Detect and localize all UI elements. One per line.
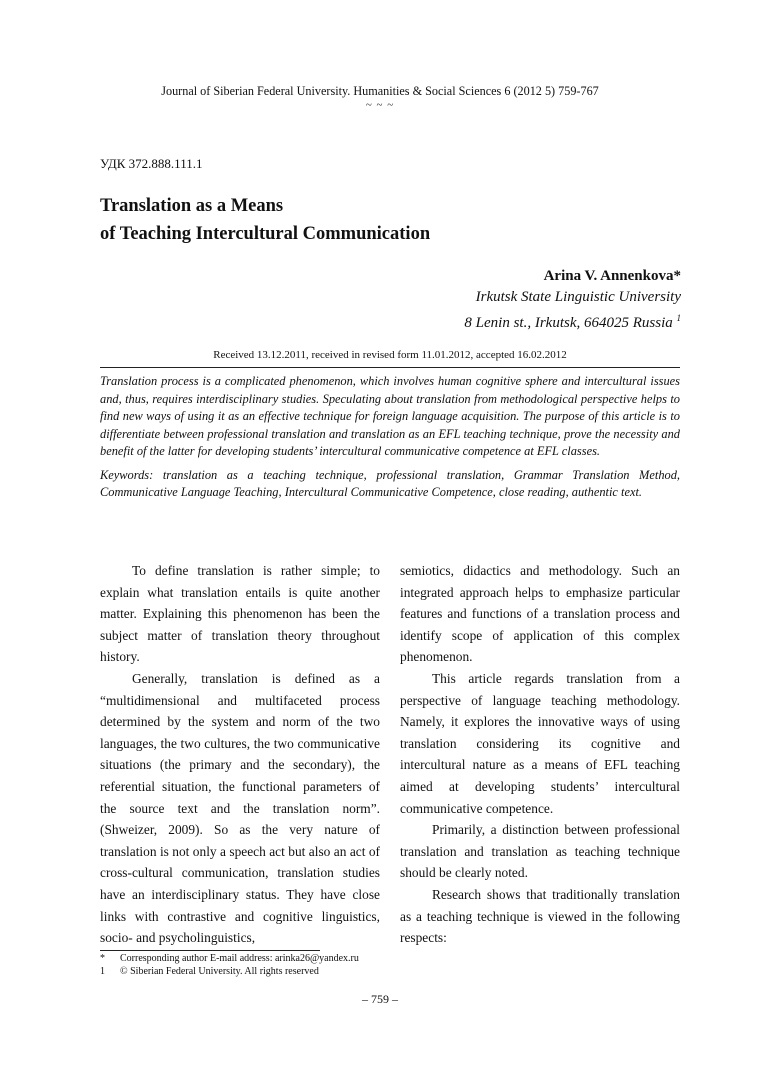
body-paragraph: Primarily, a distinction between professional translation and translation as teaching technique should be clearly noted.: [400, 822, 680, 881]
author-address: [464, 308, 681, 334]
author-block: [464, 266, 681, 334]
header-ornament: ~ ~ ~: [365, 99, 395, 111]
footnote-mark: 1: [100, 966, 105, 977]
footnote-mark: *: [100, 953, 105, 964]
body-column-right: [400, 560, 680, 949]
body-paragraph-continuation: semiotics, didactics and methodology. Such an integrated approach helps to emphasize particular features and functions of a translation process and identify scope of application of this complex phenomenon.: [400, 563, 680, 665]
title-line-2: of Teaching Intercultural Communication: [100, 224, 431, 244]
footnote-copyright: [100, 965, 319, 978]
body-paragraph: Generally, translation is defined as a “multidimensional and multifaceted process determined by the system and norm of the two languages, the two cultures, the two communicative situations (the primary and the secondary), the referential situation, the functional parameters of the source text and the translation norm”. (Shweizer, 2009). So as the very nature of translation is not only a speech act but also an act of cross-cultural communication, translation studies have an interdisciplinary status. They have close links with contrastive and cognitive linguistics, socio- and psycholinguistics,: [100, 670, 380, 946]
received-dates: Received 13.12.2011, received in revised form 11.01.2012, accepted 16.02.2012: [213, 349, 567, 361]
footnote-text: © Siberian Federal University. All rights reserved: [120, 966, 319, 977]
keywords: Keywords: translation as a teaching technique, professional translation, Grammar Translation Method, Communicative Language Teaching, Intercultural Communicative Competence, close reading, authentic text.: [100, 467, 680, 499]
footnote-corresponding-author: [100, 952, 359, 965]
page-number: – 759 –: [362, 992, 398, 1006]
author-affiliation: Irkutsk State Linguistic University: [475, 289, 681, 305]
abstract-divider: [100, 367, 680, 368]
article-title: [100, 192, 680, 248]
author-address-text: 8 Lenin st., Irkutsk, 664025 Russia: [464, 315, 673, 331]
body-paragraph: To define translation is rather simple; to explain what translation entails is quite another matter. Explaining this phenomenon has been the subject matter of translation theory throughout history.: [100, 563, 380, 665]
abstract-text: Translation process is a complicated phenomenon, which involves human cognitive sphere and intercultural issues and, thus, requires interdisciplinary studies. Speculating about translation from methodological perspective helps to find new ways of using it as an effective technique for foreign language acquisition. The purpose of this article is to differentiate between professional translation and translation as an EFL teaching technique, prove the necessity and benefit of the latter for developing students’ intercultural communicative competence at EFL classes.: [100, 374, 680, 458]
journal-header: Journal of Siberian Federal University. Humanities & Social Sciences 6 (2012 5) 759-767: [161, 84, 599, 98]
author-name: Arina V. Annenkova*: [543, 268, 681, 284]
abstract: [100, 373, 680, 508]
footnote-divider: [100, 950, 320, 951]
udk-code: УДК 372.888.111.1: [100, 156, 203, 171]
body-paragraph: Research shows that traditionally translation as a teaching technique is viewed in the following respects:: [400, 886, 680, 946]
body-column-left: [100, 560, 380, 949]
footnote-text: Corresponding author E-mail address: arinka26@yandex.ru: [120, 953, 359, 964]
affiliation-footnote-marker: 1: [676, 313, 681, 323]
body-paragraph: This article regards translation from a perspective of language teaching methodology. Namely, it explores the innovative ways of using translation considering its cognitive and intercultural nature as a means of EFL teaching aimed at developing students’ intercultural communicative competence.: [400, 670, 680, 816]
title-line-1: Translation as a Means: [100, 196, 284, 216]
